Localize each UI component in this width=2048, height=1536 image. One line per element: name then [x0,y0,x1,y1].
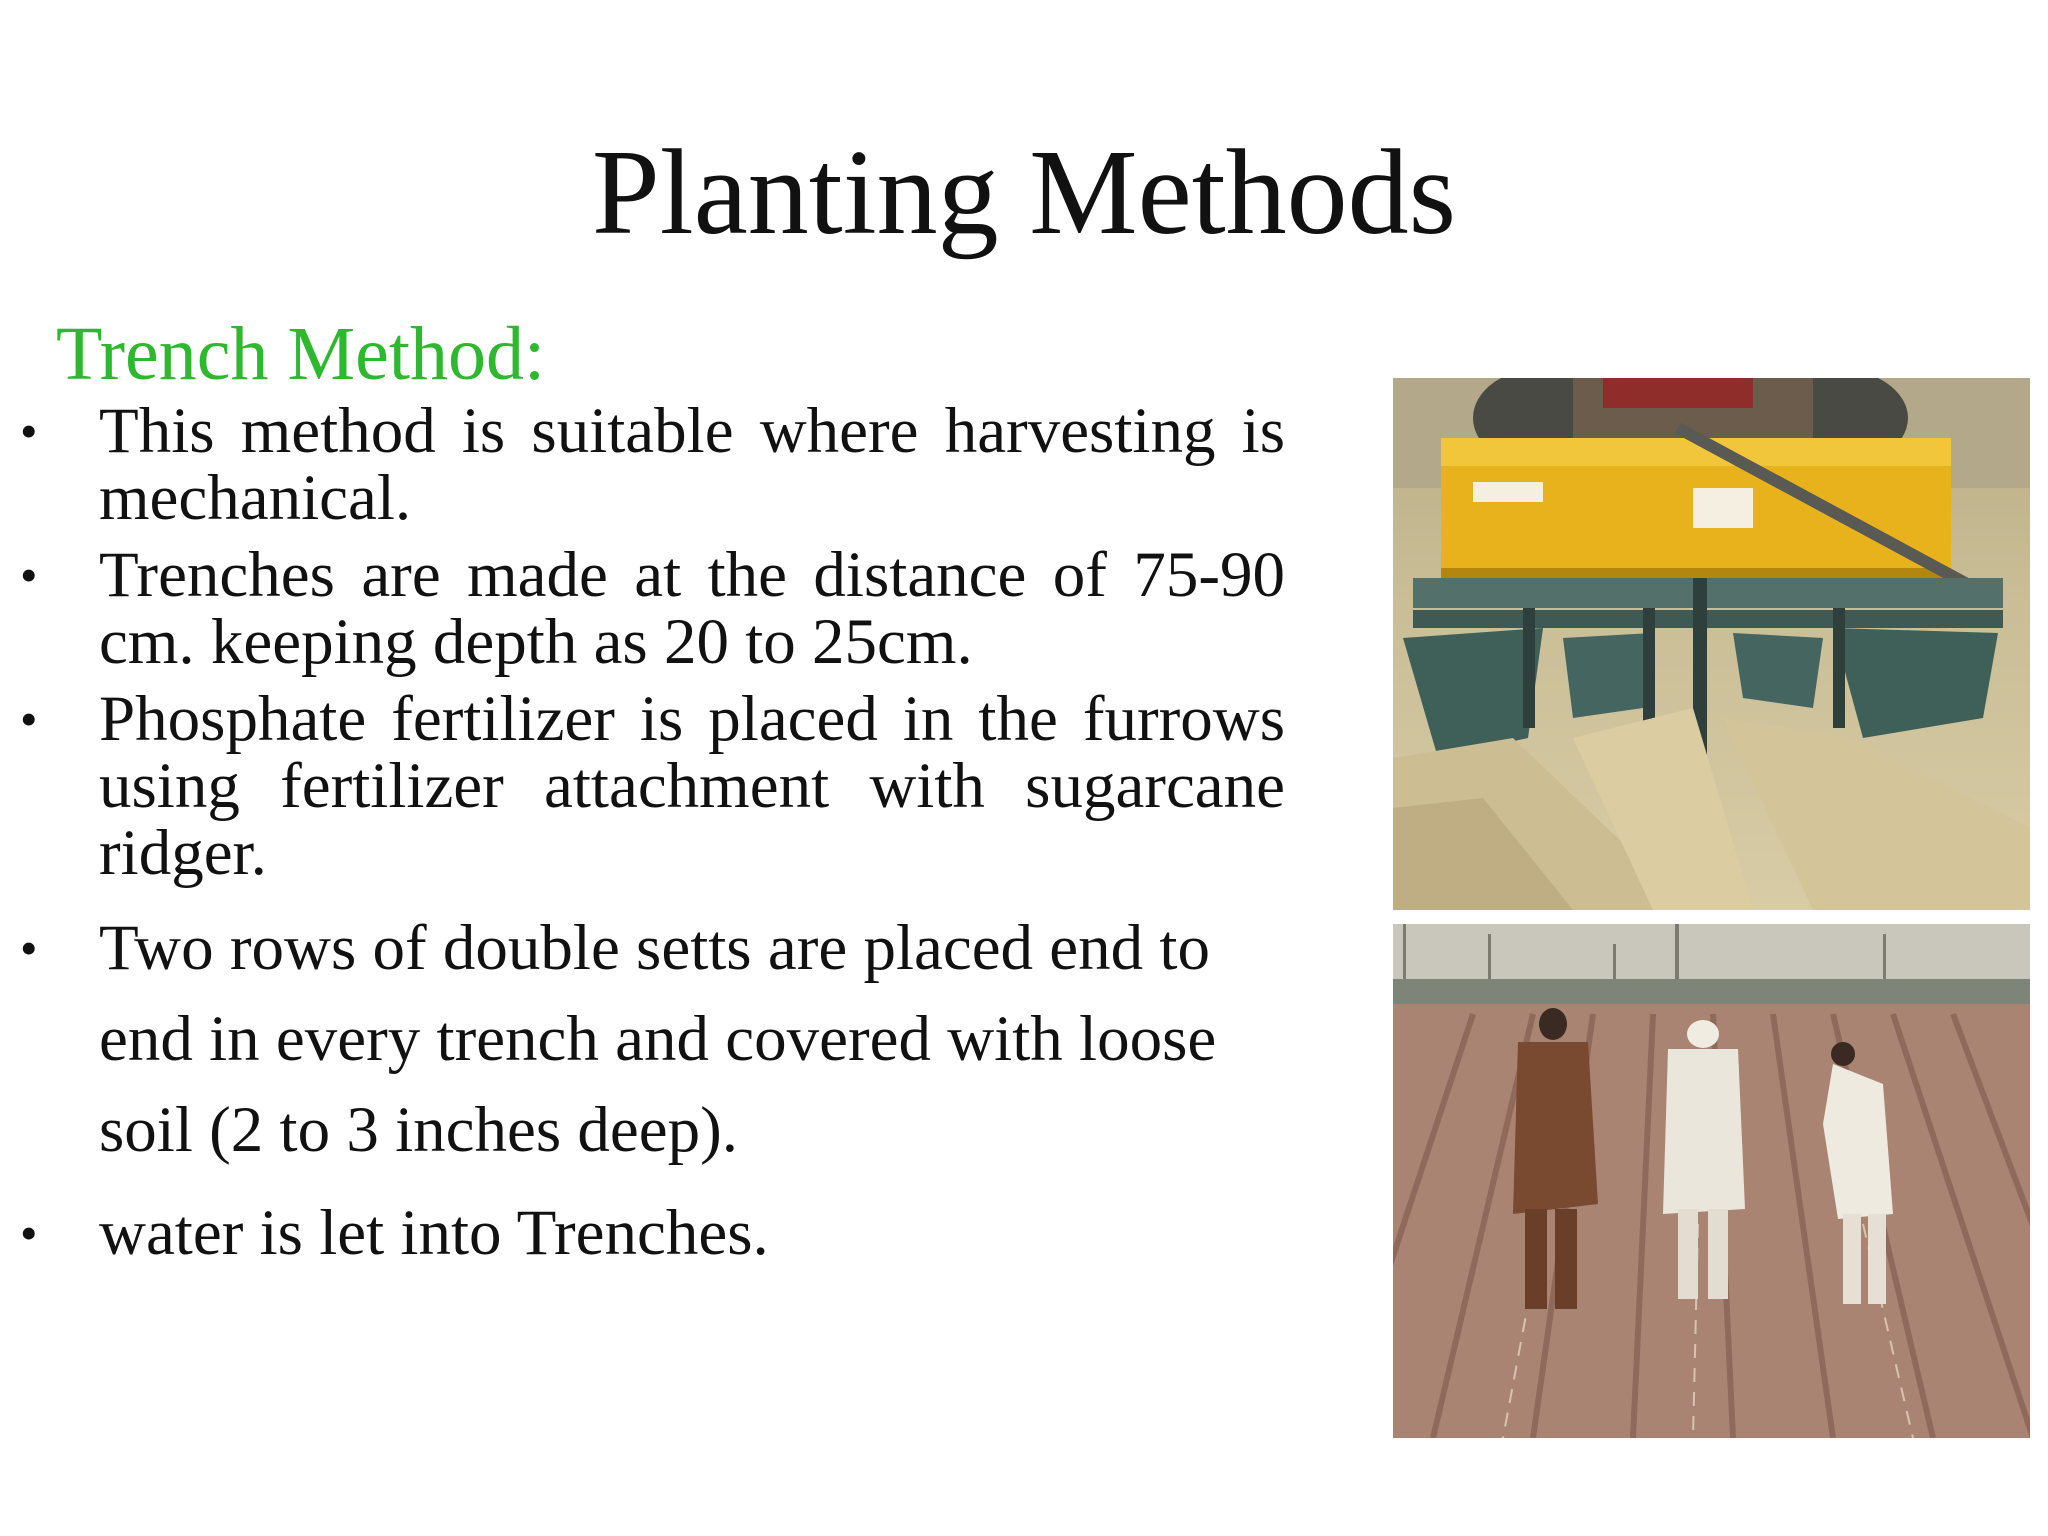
section-heading: Trench Method: [56,312,546,396]
bullet-text: water is let into Trenches. [99,1197,769,1269]
bullet-text: This method is suitable where harvesting is mechanical. [99,395,1285,534]
bullet-item [0,1188,1300,1279]
bullet-list [0,395,1300,1279]
bullet-text: Phosphate fertilizer is placed in the furrows using fertilizer attachment with sugarcane ridger. [99,683,1285,889]
bullet-item [0,395,1300,534]
bullet-item [0,903,1300,1176]
bullet-icon: • [20,403,38,459]
bullet-item [0,683,1300,889]
bullet-icon: • [20,691,38,747]
bullet-icon: • [20,1205,38,1261]
bullet-icon: • [20,547,38,603]
slide-title: Planting Methods [591,125,1457,260]
planter-photo [1393,378,2030,910]
planter-photo-illustration [1393,378,2030,910]
field-workers-illustration [1393,924,2030,1438]
bullet-text: Two rows of double setts are placed end to end in every trench and covered with loose soil (2 to 3 inches deep). [99,912,1217,1166]
bullet-icon: • [20,920,38,976]
bullet-item [0,539,1300,678]
bullet-text: Trenches are made at the distance of 75-90 cm. keeping depth as 20 to 25cm. [99,539,1285,678]
field-workers-photo [1393,924,2030,1438]
